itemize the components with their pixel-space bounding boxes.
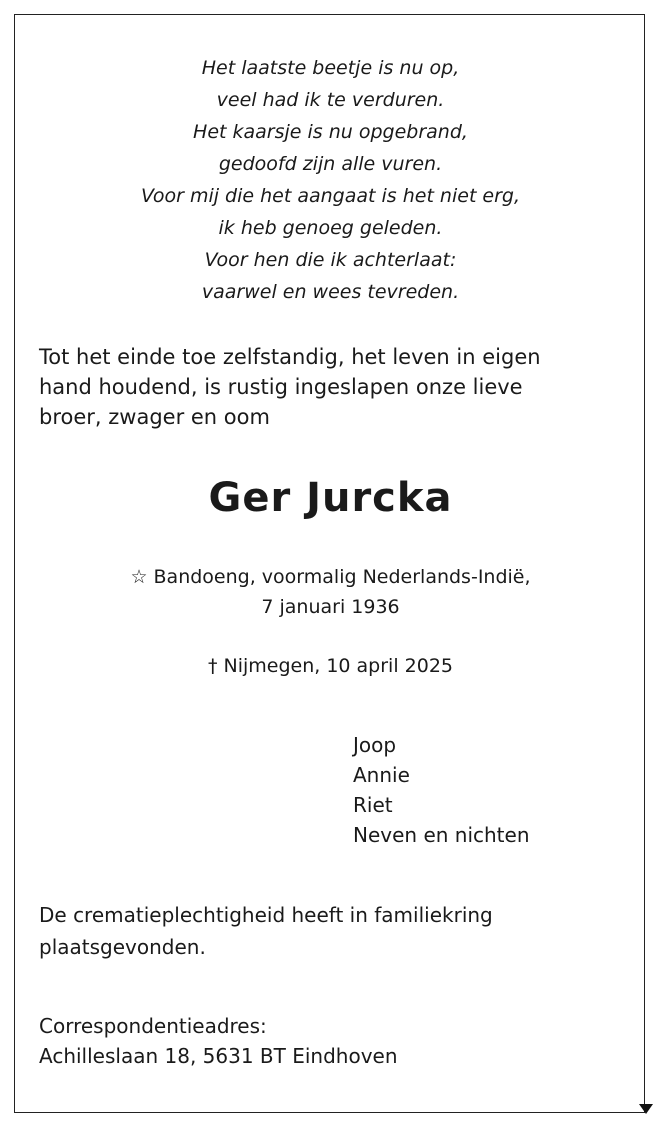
deceased-name: Ger Jurcka: [208, 475, 453, 521]
birth-place: Bandoeng, voormalig Nederlands-Indië,: [153, 566, 531, 588]
family-member: Annie: [353, 763, 410, 787]
ceremony-line: plaatsgevonden.: [39, 935, 206, 959]
arrow-down-icon: [639, 1104, 653, 1114]
cross-icon: †: [207, 655, 218, 677]
correspondence-address: Achilleslaan 18, 5631 BT Eindhoven: [39, 1044, 398, 1068]
poem: [14, 52, 647, 308]
family-member: Joop: [353, 733, 397, 757]
birth-info: [14, 562, 647, 622]
intro-line: Tot het einde toe zelfstandig, het leven in eigen: [39, 345, 541, 369]
family-list: [353, 730, 530, 850]
intro-text: [39, 342, 619, 432]
poem-line: ik heb genoeg geleden.: [218, 217, 443, 239]
correspondence-block: [39, 1011, 619, 1071]
family-member: Riet: [353, 793, 393, 817]
intro-line: broer, zwager en oom: [39, 405, 270, 429]
birth-date: 7 januari 1936: [261, 596, 400, 618]
poem-line: veel had ik te verduren.: [216, 89, 445, 111]
poem-line: Voor hen die ik achterlaat:: [204, 249, 457, 271]
poem-line: gedoofd zijn alle vuren.: [218, 153, 443, 175]
correspondence-label: Correspondentieadres:: [39, 1014, 267, 1038]
star-icon: ☆: [130, 566, 148, 588]
ceremony-line: De crematieplechtigheid heeft in familiekring: [39, 903, 493, 927]
poem-line: Het laatste beetje is nu op,: [201, 57, 460, 79]
poem-line: Voor mij die het aangaat is het niet erg,: [140, 185, 521, 207]
poem-line: vaarwel en wees tevreden.: [201, 281, 460, 303]
family-member: Neven en nichten: [353, 823, 530, 847]
intro-line: hand houdend, is rustig ingeslapen onze lieve: [39, 375, 523, 399]
poem-line: Het kaarsje is nu opgebrand,: [193, 121, 468, 143]
death-place-date: Nijmegen, 10 april 2025: [223, 655, 454, 677]
ceremony-text: [39, 899, 619, 963]
death-info: [14, 651, 647, 681]
